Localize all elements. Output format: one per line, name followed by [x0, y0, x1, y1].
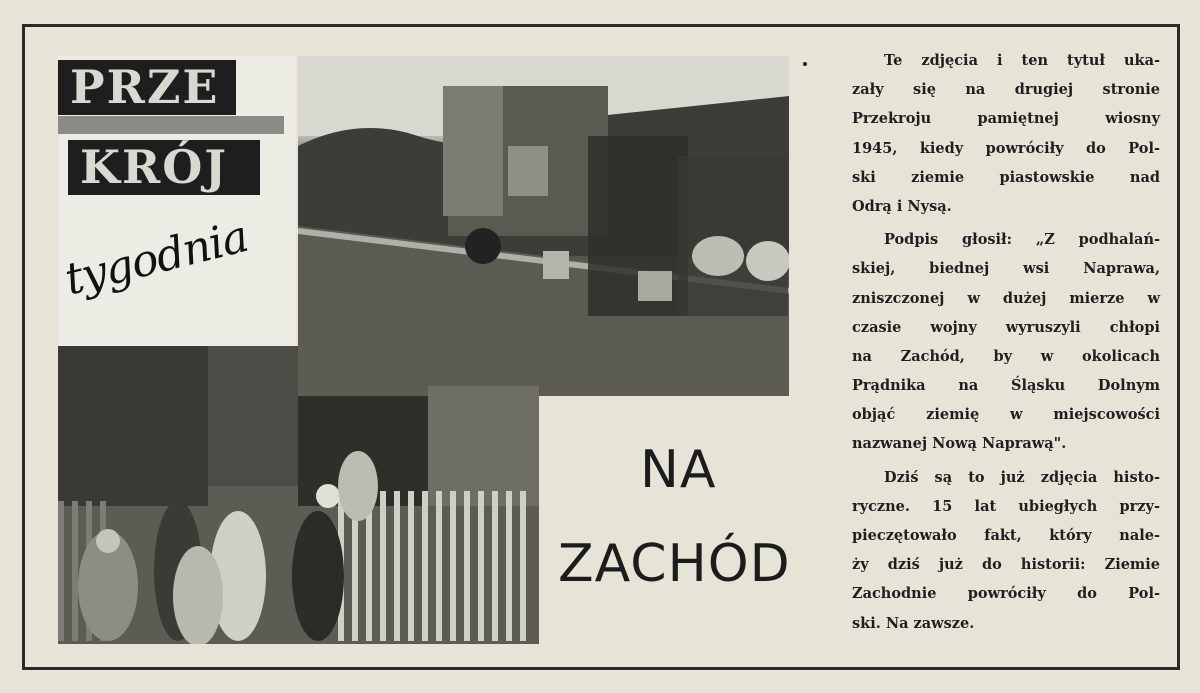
text-line: Odrą i Nysą. — [852, 197, 952, 215]
logo-line-2: KRÓJ — [68, 140, 260, 195]
text-line: objąć ziemię w miejscowości — [852, 406, 1160, 424]
logo-grey-stripe — [58, 116, 284, 134]
text-line: Zachodnie powróciły do Pol- — [852, 585, 1160, 603]
text-line: pieczętowało fakt, który nale- — [852, 527, 1160, 544]
text-line: nazwanej Nową Naprawą". — [852, 435, 1067, 453]
logo-line-1: PRZE — [58, 60, 236, 115]
paragraph-2 — [852, 225, 1160, 459]
truck-photo — [298, 56, 789, 396]
text-line: Te zdjęcia i ten tytuł uka- — [884, 52, 1160, 69]
przekroj-logo — [58, 56, 296, 346]
headline-line-1: NA — [640, 440, 717, 500]
text-line: na Zachód, by w okolicach — [852, 347, 1160, 365]
text-line: ryczne. 15 lat ubiegłych przy- — [852, 497, 1160, 515]
text-line: czasie wojny wyruszyli chłopi — [852, 318, 1160, 336]
text-line: zały się na drugiej stronie — [852, 81, 1160, 99]
logo-script: tygodnia — [60, 210, 253, 306]
text-line: ski. Na zawsze. — [852, 614, 975, 632]
headline-line-2: ZACHÓD — [558, 534, 791, 594]
text-line: Dziś są to już zdjęcia histo- — [884, 468, 1160, 486]
article-text — [852, 46, 1160, 638]
paragraph-3 — [852, 463, 1160, 638]
paragraph-1 — [852, 46, 1160, 221]
text-line: Podpis głosił: „Z podhalań- — [884, 231, 1160, 249]
text-line: Przekroju pamiętnej wiosny — [852, 110, 1160, 128]
text-line: ży dziś już do historii: Ziemie — [852, 556, 1160, 574]
text-line: Prądnika na Śląsku Dolnym — [852, 377, 1160, 395]
printed-dot — [803, 62, 807, 66]
text-line: skiej, biednej wsi Naprawa, — [852, 260, 1160, 278]
text-line: ski ziemie piastowskie nad — [852, 168, 1160, 186]
text-line: zniszczonej w dużej mierze w — [852, 289, 1160, 307]
text-line: 1945, kiedy powróciły do Pol- — [852, 139, 1160, 157]
village-photo — [58, 346, 539, 644]
